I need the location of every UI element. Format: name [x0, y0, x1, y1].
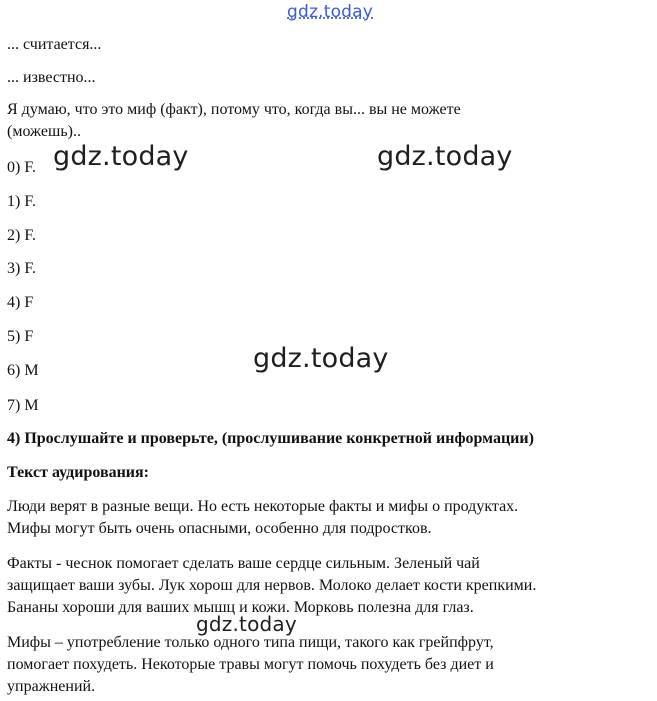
- watermark-mid-right: gdz.today: [377, 141, 513, 172]
- answer-item: 2) F.: [7, 227, 36, 244]
- paragraph-line: Бананы хороши для ваших мышц и кожи. Морковь полезна для глаз.: [7, 599, 474, 616]
- phrase-line: ... известно...: [7, 69, 96, 86]
- paragraph-line: Мифы могут быть очень опасными, особенно для подростков.: [7, 520, 432, 537]
- paragraph-line: защищает ваши зубы. Лук хорош для нервов. Молоко делает кости крепкими.: [7, 577, 537, 594]
- task-heading: 4) Прослушайте и проверьте, (прослушивание конкретной информации): [7, 430, 534, 447]
- watermark-center: gdz.today: [253, 343, 389, 374]
- watermark-top[interactable]: gdz.today: [287, 2, 374, 22]
- answer-item: 0) F.: [7, 159, 36, 176]
- answer-item: 3) F.: [7, 260, 36, 277]
- phrase-line: (можешь)..: [7, 123, 81, 140]
- paragraph-line: Люди верят в разные вещи. Но есть некоторые факты и мифы о продуктах.: [7, 498, 519, 515]
- paragraph-line: помогает похудеть. Некоторые травы могут помочь похудеть без диет и: [7, 656, 494, 673]
- phrase-line: Я думаю, что это миф (факт), потому что, когда вы... вы не можете: [7, 101, 461, 118]
- watermark-bottom: gdz.today: [196, 612, 297, 636]
- paragraph-line: Факты - чеснок помогает сделать ваше сердце сильным. Зеленый чай: [7, 555, 480, 572]
- paragraph-line: упражнений.: [7, 678, 96, 695]
- answer-item: 6) M: [7, 362, 39, 379]
- phrase-line: ... считается...: [7, 36, 102, 53]
- answer-item: 7) M: [7, 397, 39, 414]
- answer-item: 5) F: [7, 328, 34, 345]
- paragraph-line: Мифы – употребление только одного типа пищи, такого как грейпфрут,: [7, 634, 494, 651]
- answer-item: 1) F.: [7, 193, 36, 210]
- audio-heading: Текст аудирования:: [7, 464, 149, 481]
- watermark-mid-left: gdz.today: [53, 141, 189, 172]
- answer-item: 4) F: [7, 294, 34, 311]
